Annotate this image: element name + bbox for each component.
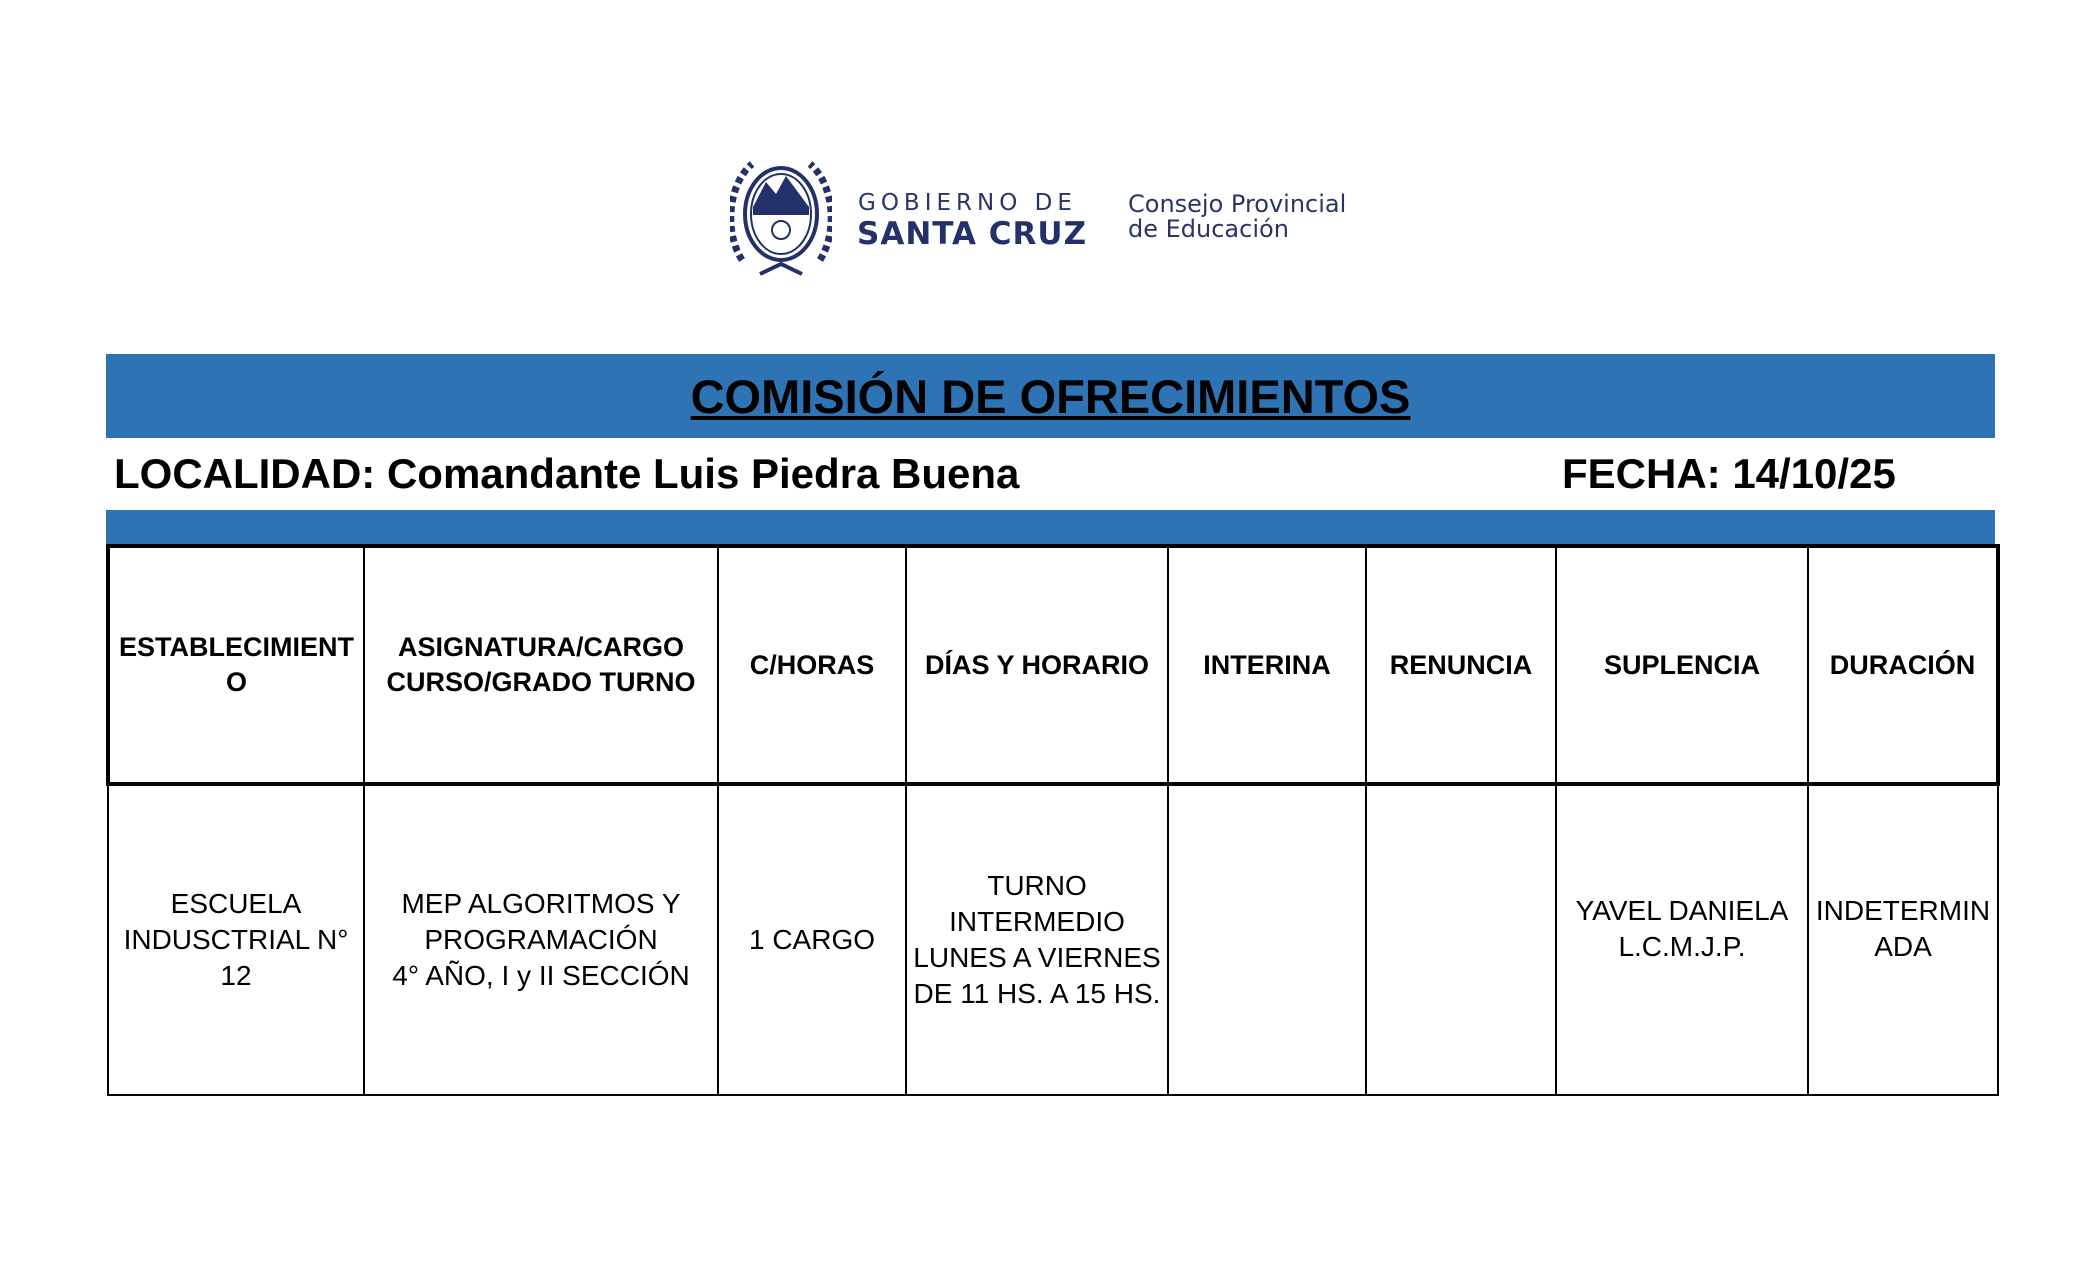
cell-suplencia: YAVEL DANIELA L.C.M.J.P.	[1556, 784, 1808, 1095]
locality-row	[106, 438, 1995, 510]
col-interina: INTERINA	[1168, 546, 1366, 784]
col-dias-horario: DÍAS Y HORARIO	[906, 546, 1168, 784]
cell-asignatura	[364, 784, 718, 1095]
table-row	[108, 784, 1998, 1095]
cell-establecimiento: ESCUELA INDUSCTRIAL N° 12	[108, 784, 364, 1095]
cell-asignatura-line2: 4° AÑO, I y II SECCIÓN	[392, 960, 690, 991]
cell-dias-horario: TURNO INTERMEDIO LUNES A VIERNES DE 11 HS. A 15 HS.	[906, 784, 1168, 1095]
cell-interina	[1168, 784, 1366, 1095]
col-suplencia: SUPLENCIA	[1556, 546, 1808, 784]
cell-duracion: INDETERMINADA	[1808, 784, 1998, 1095]
document-title: COMISIÓN DE OFRECIMIENTOS	[690, 369, 1411, 423]
locality-label: LOCALIDAD: Comandante Luis Piedra Buena	[114, 450, 1020, 497]
col-renuncia: RENUNCIA	[1366, 546, 1556, 784]
table-header-row	[108, 546, 1998, 784]
council-name	[1128, 192, 1346, 242]
header	[730, 152, 1430, 284]
offers-table	[106, 544, 2000, 1096]
title-band	[106, 354, 1995, 438]
col-establecimiento: ESTABLECIMIENTO	[108, 546, 364, 784]
council-line1: Consejo Provincial	[1128, 190, 1347, 218]
col-duracion: DURACIÓN	[1808, 546, 1998, 784]
provincial-seal-icon	[730, 152, 832, 284]
cell-renuncia	[1366, 784, 1556, 1095]
government-line2: SANTA CRUZ	[857, 216, 1088, 252]
col-asignatura: ASIGNATURA/CARGO CURSO/GRADO TURNO	[364, 546, 718, 784]
blue-strip	[106, 510, 1995, 544]
col-horas: C/HORAS	[718, 546, 906, 784]
cell-asignatura-line1: MEP ALGORITMOS Y PROGRAMACIÓN	[401, 888, 681, 955]
date-label: FECHA: 14/10/25	[1562, 450, 1896, 497]
government-line1: GOBIERNO DE	[858, 190, 1077, 216]
cell-horas: 1 CARGO	[718, 784, 906, 1095]
council-line2: de Educación	[1128, 215, 1289, 243]
